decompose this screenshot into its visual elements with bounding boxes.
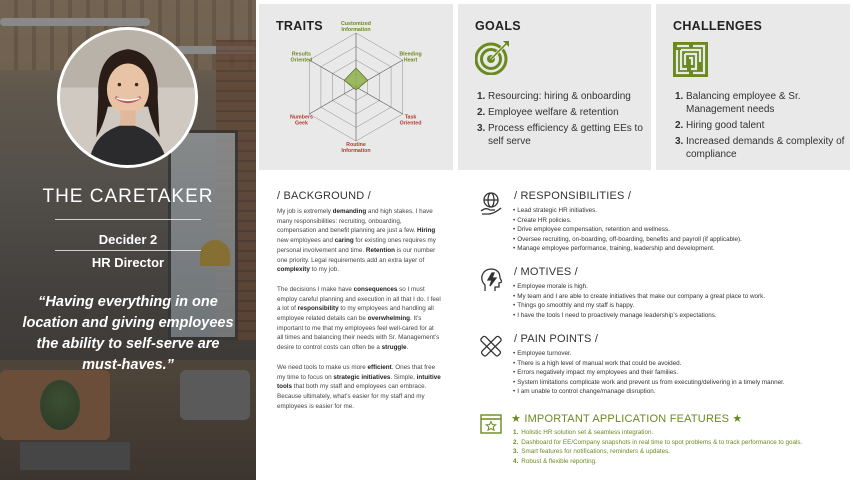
responsibilities-item: • Manage employee performance, training, leadership and development.	[513, 244, 742, 254]
responsibilities-item: • Create HR policies.	[513, 216, 742, 226]
pain-points-item: • Errors negatively impact my employees and their families.	[513, 368, 785, 378]
traits-card	[259, 4, 453, 170]
features-item-text: Robust & flexible reporting.	[521, 457, 597, 465]
paragraph-text: The decisions I make have	[277, 285, 354, 293]
radar-axis-label: Results	[291, 51, 312, 58]
pain-points-list	[513, 349, 785, 397]
paragraph-text: for existing ones requires my personal involvement and time.	[277, 237, 436, 254]
emphasis-text: responsibility	[297, 305, 339, 313]
paragraph-text: new employees and	[277, 237, 335, 245]
paragraph-text: .	[406, 344, 409, 352]
responsibilities-list	[513, 206, 742, 254]
challenges-item-text: Balancing employee & Sr. Management needs	[686, 91, 801, 115]
radar-axis-label: Oriented	[399, 120, 422, 127]
challenges-title: CHALLENGES	[673, 19, 763, 33]
maze-icon	[673, 42, 708, 77]
emphasis-text: caring	[334, 237, 354, 245]
features-item-text: Smart features for notifications, reminders & updates.	[521, 448, 671, 456]
features-item-number: 1.	[513, 429, 519, 436]
features-item-number: 2.	[513, 438, 519, 446]
radar-axis-label: Heart	[403, 57, 418, 64]
divider	[55, 219, 201, 220]
globe-hand-icon	[480, 192, 502, 216]
paragraph-text: . Simple,	[390, 373, 417, 381]
pain-points-item: • There is a high level of manual work that could be avoided.	[513, 359, 785, 369]
radar-axis-label: Information	[341, 27, 371, 33]
emphasis-text: overwhelming	[367, 315, 411, 323]
emphasis-text: consequences	[353, 285, 398, 293]
responsibilities-item: • Oversee recruiting, on-boarding, off-boarding, benefits and payroll (if applicable).	[513, 235, 742, 245]
paragraph-text: . Ones that free my time to focus on	[277, 363, 436, 381]
persona-role: HR Director	[91, 255, 165, 270]
motives-item: • Things go smoothly and my staff is happy.	[513, 301, 765, 311]
challenges-item	[675, 119, 850, 132]
motives-title: / MOTIVES /	[514, 266, 578, 278]
background-paragraph	[277, 285, 441, 353]
emphasis-text: strategic initiatives	[333, 373, 391, 381]
background-paragraph	[277, 363, 441, 412]
radar-axis-label: Information	[341, 148, 371, 154]
bandage-icon	[480, 335, 502, 359]
background-paragraph	[277, 207, 441, 275]
radar-value-area	[344, 68, 367, 90]
challenges-card	[656, 4, 850, 170]
features-item-number: 4.	[513, 457, 519, 465]
features-item	[513, 457, 802, 467]
emphasis-text: efficient	[367, 363, 392, 371]
radar-axis-label: Geek	[294, 120, 308, 127]
persona-hero-panel	[0, 0, 256, 480]
responsibilities-item: • Lead strategic HR initiatives.	[513, 206, 742, 216]
radar-axis-label: Task	[404, 114, 417, 121]
goals-item-text: Process efficiency & getting EEs to self serve	[488, 123, 643, 147]
goals-item-text: Employee welfare & retention	[488, 107, 619, 118]
paragraph-text: is our number one priority. Legal requirements add an extra layer of	[277, 246, 436, 264]
challenges-item	[675, 135, 850, 161]
head-lightning-icon	[480, 268, 502, 292]
paragraph-text: . It’s important to me that my employees feel well-cared for at all times and balancing their needs with Sr. Management’s desire to control costs can often be a	[277, 315, 440, 352]
features-item	[513, 438, 802, 448]
challenges-item	[675, 90, 850, 116]
pain-points-item: • System limitations complicate work and prevent us from executing/delivering in a timely manner.	[513, 378, 785, 388]
paragraph-text: that both my staff and employees can embrace. Because ultimately, what’s easier for my staff and my employees is easier for me.	[277, 383, 427, 410]
features-item-text: Dashboard for EE/Company snapshots in real time to spot problems & to track performance to goals.	[521, 438, 803, 446]
goals-item-number: 1.	[477, 91, 486, 102]
motives-list	[513, 282, 765, 320]
emphasis-text: Retention	[365, 246, 395, 254]
emphasis-text: intuitive tools	[277, 373, 441, 391]
challenges-item-number: 2.	[675, 120, 684, 131]
emphasis-text: complexity	[277, 266, 310, 274]
pain-points-item: • Employee turnover.	[513, 349, 785, 359]
target-icon	[475, 39, 511, 75]
radar-axis-label: Oriented	[290, 57, 313, 64]
challenges-item-text: Hiring good talent	[686, 120, 765, 131]
background-section	[277, 190, 441, 421]
features-title: ★ IMPORTANT APPLICATION FEATURES ★	[511, 413, 743, 425]
features-item	[513, 447, 802, 457]
emphasis-text: demanding	[332, 208, 367, 215]
persona-decider: Decider 2	[98, 232, 158, 247]
persona-portrait-icon	[60, 30, 195, 165]
radar-axis-label: Bleeding	[399, 51, 422, 58]
pain-points-title: / PAIN POINTS /	[514, 333, 599, 345]
paragraph-text: to my employees and handling all employee related details can be	[277, 305, 434, 323]
radar-axis-label: Routine	[346, 142, 366, 148]
challenges-item-number: 1.	[675, 91, 684, 102]
features-item-text: Holistic HR solution set & seamless integration.	[521, 429, 654, 436]
features-item-number: 3.	[513, 448, 519, 456]
goals-item	[477, 106, 651, 119]
pain-points-item: • I am unable to control change/manage disruption.	[513, 387, 785, 397]
emphasis-text: Hiring	[417, 227, 436, 235]
goals-item-number: 2.	[477, 107, 486, 118]
responsibilities-section	[480, 190, 840, 260]
divider	[55, 250, 201, 251]
emphasis-text: struggle	[381, 344, 407, 352]
responsibilities-title: / RESPONSIBILITIES /	[514, 190, 632, 202]
persona-avatar	[57, 27, 198, 168]
traits-radar-chart	[259, 4, 453, 170]
paragraph-text: and high stakes. I have many responsibilities: recruiting, onboarding, compensation and benefit planning are just a few.	[277, 208, 433, 235]
pain-points-section	[480, 333, 840, 403]
goals-item	[477, 90, 651, 103]
radar-axis-label: Customized	[340, 21, 372, 27]
motives-item: • Employee morale is high.	[513, 282, 765, 292]
paragraph-text: My job is extremely	[277, 208, 333, 215]
goals-list	[477, 90, 651, 151]
traits-title: TRAITS	[276, 19, 323, 33]
app-window-star-icon	[480, 414, 502, 434]
challenges-item-text: Increased demands & complexity of compliance	[686, 136, 845, 160]
paragraph-text: We need tools to make us more	[277, 363, 368, 371]
radar-axis-label: Numbers	[289, 114, 313, 121]
features-list	[513, 428, 802, 466]
responsibilities-item: • Drive employee compensation, retention and wellness.	[513, 225, 742, 235]
paragraph-text: so I must employ careful planning and execution in all that I do. I feel a lot of	[277, 285, 441, 313]
goals-item-text: Resourcing: hiring & onboarding	[488, 91, 631, 102]
goals-item	[477, 122, 651, 148]
persona-quote: “Having everything in one location and giving employees the ability to self-serve are must-haves.”	[22, 294, 234, 373]
motives-section	[480, 266, 840, 326]
challenges-list	[675, 90, 850, 164]
goals-card	[458, 4, 651, 170]
goals-item-number: 3.	[477, 123, 486, 134]
paragraph-text: to my job.	[309, 266, 339, 274]
background-title: / BACKGROUND /	[277, 190, 371, 202]
challenges-item-number: 3.	[675, 136, 684, 147]
motives-item: • My team and I are able to create initiatives that make our company a great place to work.	[513, 292, 765, 302]
features-item	[513, 428, 802, 438]
persona-name: THE CARETAKER	[42, 186, 214, 207]
motives-item: • I have the tools I need to proactively manage leadership’s expectations.	[513, 311, 765, 321]
goals-title: GOALS	[475, 19, 521, 33]
